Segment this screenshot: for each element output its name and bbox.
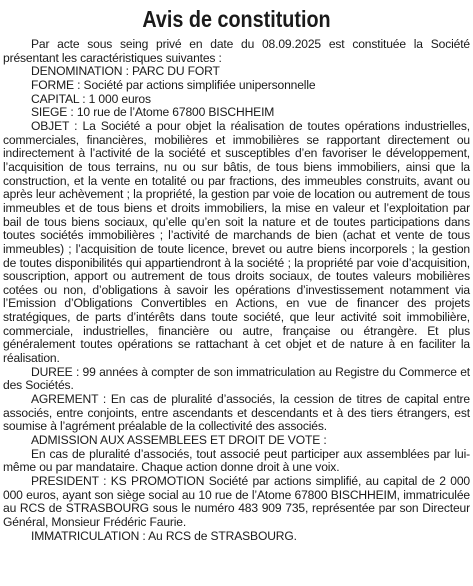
president-paragraph: PRESIDENT : KS PROMOTION Société par actions simplifié, au capital de 2 000 000 euros, ayant son siège social au 10 rue de l’Atome 67800 BISCHHEIM, immatriculée au RCS de STRASBOURG sous le numéro 483 909 735, représentée par son Directeur Général, Monsieur Frédéric Faurie. [3,474,470,529]
admission-heading: ADMISSION AUX ASSEMBLEES ET DROIT DE VOTE : [31,433,327,448]
notice-title: Avis de constitution [142,6,331,32]
denomination-line: DENOMINATION : PARC DU FORT [31,64,220,79]
immatriculation-line: IMMATRICULATION : Au RCS de STRASBOURG. [31,528,297,543]
agrement-paragraph: AGREMENT : En cas de pluralité d’associés, la cession de titres de capital entre associés, entre conjoints, entre ascendants et descendants et à des tiers étrangers, est soumise à l’agrément préalable de la collectivité des associés. [3,392,470,434]
admission-paragraph: En cas de pluralité d’associés, tout associé peut participer aux assemblées par lui-même ou par mandataire. Chaque action donne droit à une voix. [3,446,470,475]
capital-line: CAPITAL : 1 000 euros [31,91,151,106]
notice-body [3,38,470,543]
duree-paragraph: DUREE : 99 années à compter de son immatriculation au Registre du Commerce et des Sociétés. [3,364,470,393]
objet-paragraph: OBJET : La Société a pour objet la réalisation de toutes opérations industrielles, commerciales, financières, mobilières et immobilières se rapportant directement ou indirectement à l’activité de la société et susceptibles d’en favoriser le développement, l’acquisition de tous terrains, nu ou sur bâtis, de tous biens immobiliers, ainsi que la construction, et la vente en totalité ou par fractions, des immeubles construits, avant ou après leur achèvement ; la propriété, la gestion par voie de location ou autrement de tous immeubles et de tous biens et droits immobiliers, la mise en valeur et l’exploitation par bail de tous biens sociaux, qu’elle qu’en soit la nature et de toutes participations dans toutes sociétés immobilières ; l’activité de marchands de bien (achat et vente de tous immeubles) ; l’acquisition de toute licence, brevet ou autre biens incorporels ; la gestion de toutes disponibilités qui appartiendront à la société ; la propriété par voie d’acquisition, souscription, apport ou autrement de tous droits sociaux, de toutes valeurs mobilières cotées ou non, d’obligations à savoir les opérations d’investissement notamment via l’Emission d’Obligations Convertibles en Actions, en vue de financer des projets stratégiques, de parts d’intérêts dans toute société, que leur activité soit immobilière, commerciale, industrielles, financière ou autre, française ou étrangère. Et plus généralement toutes opérations se rattachant à cet objet et de nature à en faciliter la réalisation. [3,118,470,366]
forme-line: FORME : Société par actions simplifiée unipersonnelle [31,77,316,92]
intro-paragraph: Par acte sous seing privé en date du 08.09.2025 est constituée la Société présentant les caractéristiques suivantes : [3,37,470,65]
siege-line: SIEGE : 10 rue de l’Atome 67800 BISCHHEIM [31,105,275,120]
